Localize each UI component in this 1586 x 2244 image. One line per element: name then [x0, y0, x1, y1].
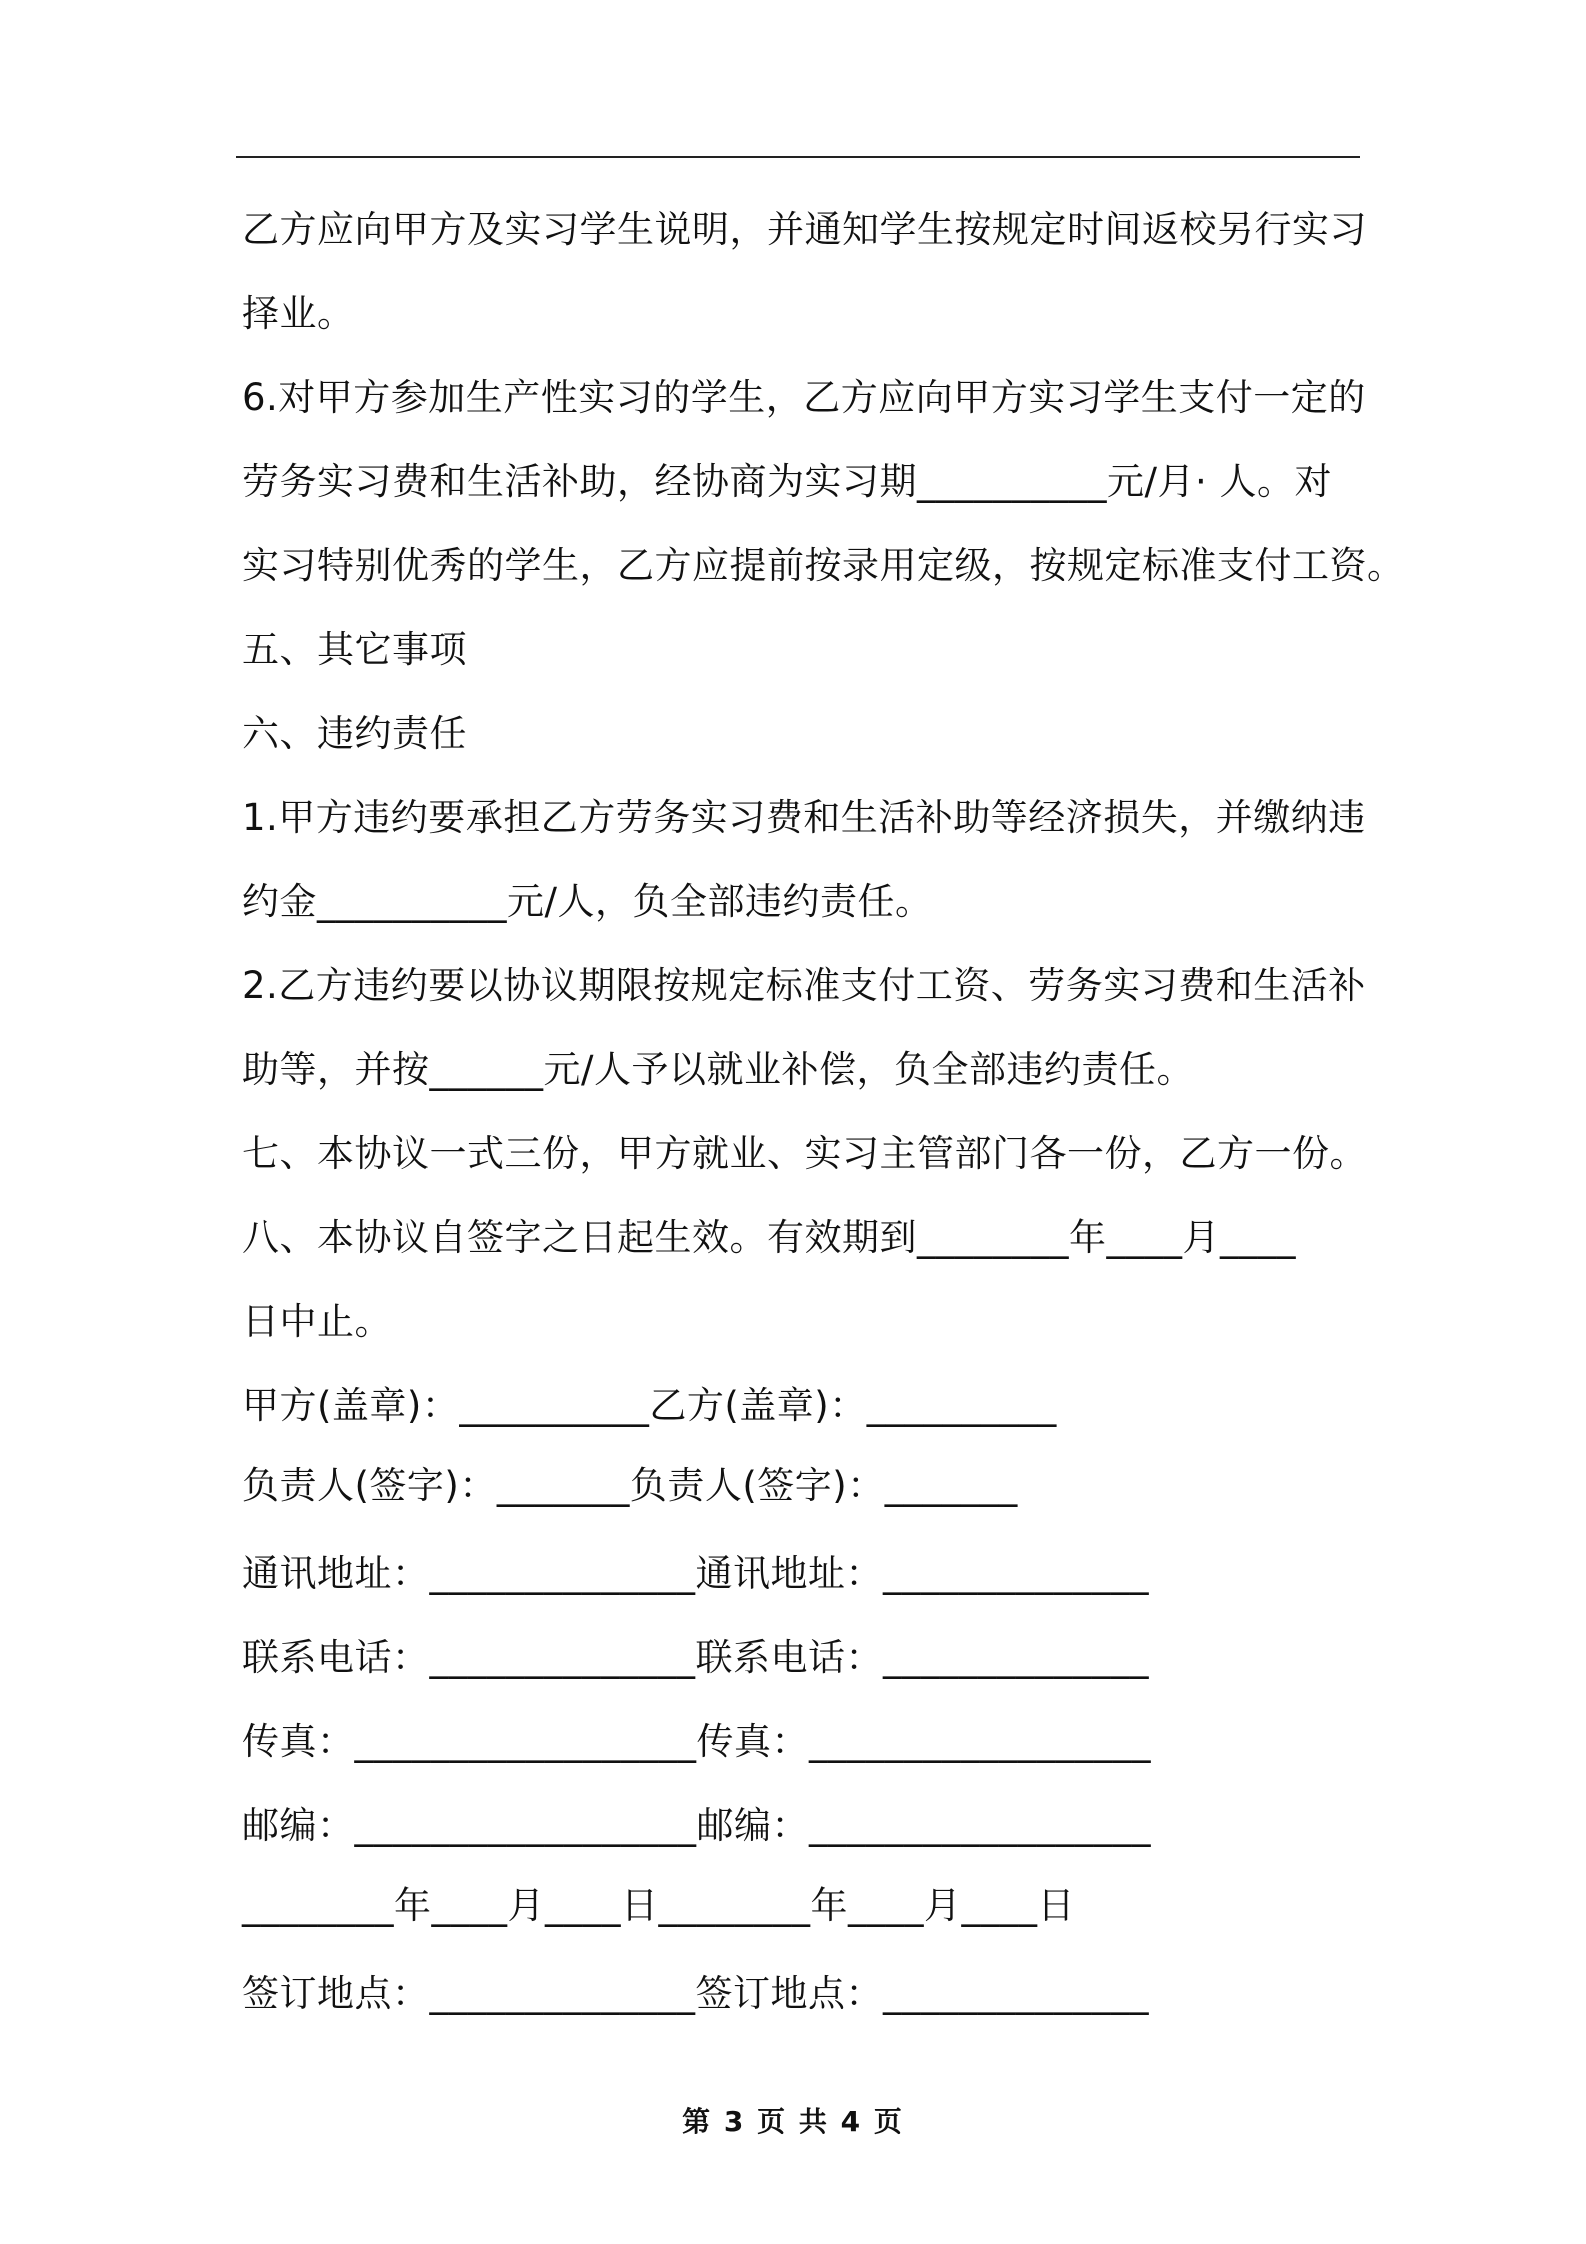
body-line-12: 七、本协议一式三份，甲方就业、实习主管部门各一份，乙方一份。 [242, 1132, 1367, 1175]
signature-date-line: ________年____月____日________年____月____日 [242, 1884, 1075, 1927]
header-rule [236, 156, 1360, 158]
signature-person-line: 负责人(签字)：_______负责人(签字)：_______ [242, 1464, 1018, 1507]
body-line-1: 乙方应向甲方及实习学生说明，并通知学生按规定时间返校另行实习 [242, 208, 1367, 251]
body-line-11: 助等，并按______元/人予以就业补偿，负全部违约责任。 [242, 1048, 1194, 1091]
body-line-3: 6.对甲方参加生产性实习的学生，乙方应向甲方实习学生支付一定的 [242, 376, 1366, 419]
signature-postcode-line: 邮编：__________________邮编：__________________ [242, 1804, 1151, 1847]
signature-phone-line: 联系电话：______________联系电话：______________ [242, 1636, 1149, 1679]
signature-seal-line: 甲方(盖章)：__________乙方(盖章)：__________ [242, 1384, 1057, 1427]
page-number-footer: 第 3 页 共 4 页 [682, 2105, 904, 2138]
body-line-10: 2.乙方违约要以协议期限按规定标准支付工资、劳务实习费和生活补 [242, 964, 1366, 1007]
section-heading-6: 六、违约责任 [242, 712, 467, 755]
signature-place-line: 签订地点：______________签订地点：______________ [242, 1972, 1149, 2015]
body-line-5: 实习特别优秀的学生，乙方应提前按录用定级，按规定标准支付工资。 [242, 544, 1405, 587]
body-line-14: 日中止。 [242, 1300, 392, 1343]
signature-address-line: 通讯地址：______________通讯地址：______________ [242, 1552, 1149, 1595]
body-line-13: 八、本协议自签字之日起生效。有效期到________年____月____ [242, 1216, 1296, 1259]
body-line-4: 劳务实习费和生活补助，经协商为实习期__________元/月· 人。对 [242, 460, 1332, 503]
body-line-8: 1.甲方违约要承担乙方劳务实习费和生活补助等经济损失，并缴纳违 [242, 796, 1366, 839]
body-line-9: 约金__________元/人，负全部违约责任。 [242, 880, 933, 923]
body-line-2: 择业。 [242, 292, 355, 335]
signature-fax-line: 传真：__________________传真：__________________ [242, 1720, 1151, 1763]
section-heading-5: 五、其它事项 [242, 628, 467, 671]
